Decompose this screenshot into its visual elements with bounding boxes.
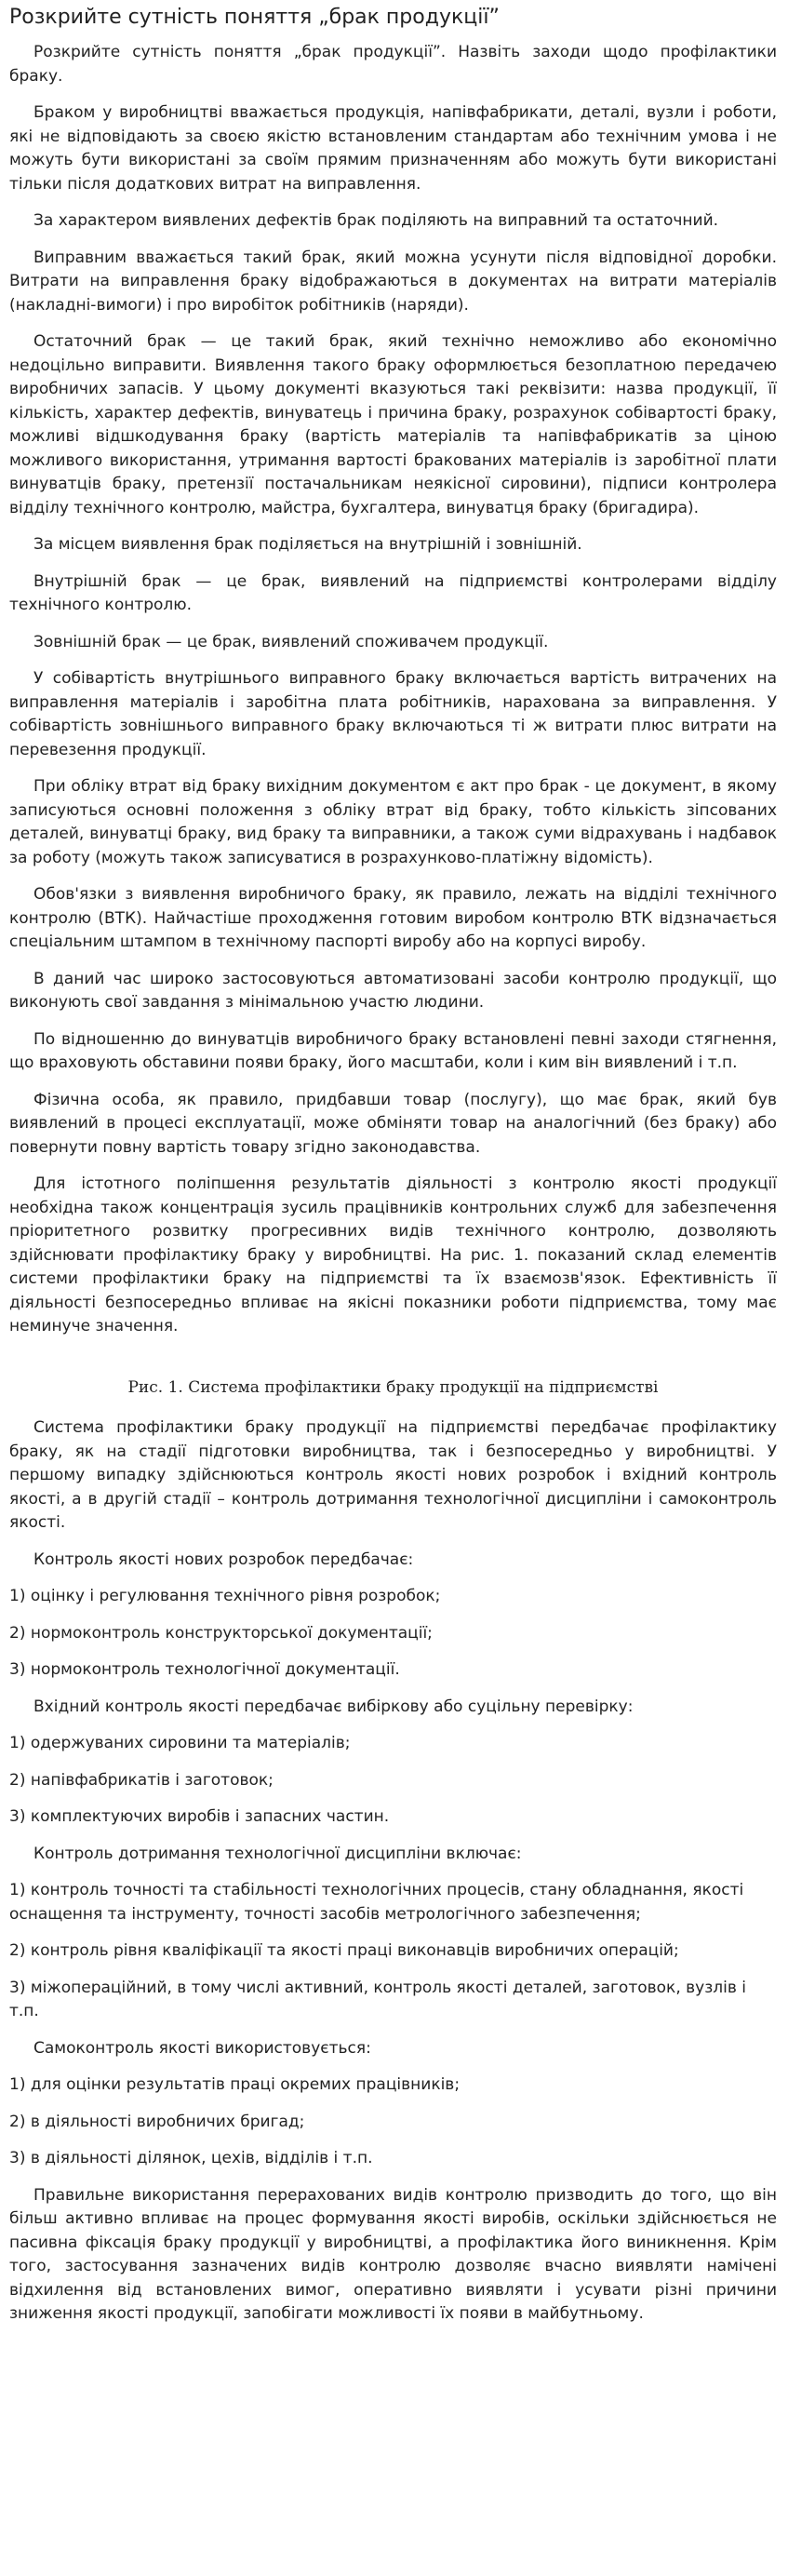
paragraph-system: Система профілактики браку продукції на підприємстві передбачає профілактику браку, як на стадії підготовки виробництва, так і безпосередньо у виробництві. У першому випадку здійснюються контроль якості нових розробок і вхідний контроль якості, а в другій стадії – контроль дотримання технологічної дисципліни і самоконтроль якості. [9,1418,777,1532]
paragraph-automation: В даний час широко застосовуються автоматизовані засоби контролю продукції, що виконують свої завдання з мінімальною участю людини. [9,969,777,1012]
list-item: 3) міжопераційний, в тому числі активний, контроль якості деталей, заготовок, вузлів і т.п. [9,1978,746,2020]
paragraph-location-types: За місцем виявлення брак поділяється на внутрішній і зовнішній. [33,535,582,554]
paragraph-external: Зовнішній брак — це брак, виявлений споживачем продукції. [33,632,549,651]
paragraph-improvement: Для істотного поліпшення результатів діяльності з контролю якості продукції необхідна також концентрація зусиль працівників контрольних служб для забезпечення пріоритетного розвитку прогресивних видів технічного контролю, дозволяють здійснювати профілактику браку у виробництві. На рис. 1. показаний склад елементів системи профілактики браку на підприємстві та їх взаємозв'язок. Ефективність її діяльності безпосередньо впливає на якісні показники роботи підприємства, тому має неминуче значення. [9,1174,777,1335]
list-item: 2) контроль рівня кваліфікації та якості праці виконавців виробничих операцій; [9,1941,679,1960]
paragraph-act: При обліку втрат від браку вихідним документом є акт про брак - це документ, в якому записуються основні положення з обліку втрат від браку, тобто кількість зіпсованих деталей, винуватці браку, вид браку та виправники, а також суми відрахувань і надбавок за роботу (можуть також записуватися в розрахунково-платіжну відомість). [9,777,777,867]
paragraph-correctable: Виправним вважається такий брак, який можна усунути після відповідної доробки. Витрати на виправлення браку відображаються в документах на витрати матеріалів (накладні-вимоги) і про виробіток робітників (наряди). [9,248,777,315]
list-item: 2) в діяльності виробничих бригад; [9,2112,305,2131]
list-item: 2) нормоконтроль конструкторської документації; [9,1623,433,1643]
paragraph-conclusion: Правильне використання перерахованих видів контролю призводить до того, що він більш активно впливає на процес формування якості виробів, оскільки здійснюється не пасивна фіксація браку продукції у виробництві, а профілактика його виникнення. Крім того, застосування зазначених видів контролю дозволяє вчасно виявляти намічені відхилення від встановлених вимог, оперативно виявляти і усувати різні причини зниження якості продукції, запобігати можливості їх появи в майбутньому. [9,2185,777,2323]
paragraph-cost: У собівартість внутрішнього виправного браку включається вартість витрачених на виправлення матеріалів і заробітна плата робітників, нарахована за виправлення. У собівартість зовнішнього виправного браку включаються ті ж витрати плюс витрати на перевезення продукції. [9,669,777,759]
paragraph-consumer: Фізична особа, як правило, придбавши товар (послугу), що має брак, який був виявлений в процесі експлуатації, може обміняти товар на аналогічний (без браку) або повернути повну вартість товару згідно законодавства. [9,1090,777,1157]
paragraph-discipline-head: Контроль дотримання технологічної дисципліни включає: [33,1844,522,1863]
paragraph-new-dev-head: Контроль якості нових розробок передбачає: [33,1550,414,1569]
figure-caption: Рис. 1. Система профілактики браку продукції на підприємстві [127,1377,659,1397]
list-item: 1) одержуваних сировини та матеріалів; [9,1734,351,1752]
list-item: 3) нормоконтроль технологічної документації. [9,1660,400,1679]
document-body [9,41,777,2327]
list-item: 2) напівфабрикатів і заготовок; [9,1770,274,1790]
paragraph-defect-types: За характером виявлених дефектів брак поділяють на виправний та остаточний. [33,211,719,230]
paragraph-penalties: По відношенню до винуватців виробничого браку встановлені певні заходи стягнення, що враховують обставини появи браку, його масштаби, коли і ким він виявлений і т.п. [9,1029,777,1072]
paragraph-qc-duties: Обов'язки з виявлення виробничого браку, як правило, лежать на відділі технічного контролю (ВТК). Найчастіше проходження готовим виробом контролю ВТК відзначається спеціальним штампом в технічному паспорті виробу або на корпусі виробу. [9,885,777,951]
paragraph-internal: Внутрішній брак — це брак, виявлений на підприємстві контролерами відділу технічного контролю. [9,571,777,614]
list-item: 1) оцінку і регулювання технічного рівня розробок; [9,1587,441,1605]
paragraph-definition: Браком у виробництві вважається продукція, напівфабрикати, деталі, вузли і роботи, які не відповідають за своєю якістю встановленим стандартам або технічним умова і не можуть бути використані за своїм прямим призначенням або можуть бути використані тільки після додаткових витрат на виправлення. [9,103,777,194]
list-item: 1) контроль точності та стабільності технологічних процесів, стану обладнання, якості оснащення та інструменту, точності засобів метрологічного забезпечення; [9,1881,744,1924]
paragraph-intro: Розкрийте сутність поняття „брак продукції”. Назвіть заходи щодо профілактики браку. [9,43,777,86]
paragraph-incoming-head: Вхідний контроль якості передбачає вибіркову або суцільну перевірку: [33,1697,634,1716]
paragraph-final: Остаточний брак — це такий брак, який технічно неможливо або економічно недоцільно виправити. Виявлення такого браку оформлюється безоплатною передачею виробничих запасів. У цьому документі вказуються такі реквізити: назва продукції, її кількість, характер дефектів, винуватець і причина браку, розрахунок собівартості браку, можливі відшкодування браку (вартість матеріалів та напівфабрикатів за ціною можливого використання, утримання вартості бракованих матеріалів із заробітної плати винуватців браку, претензії постачальникам неякісної сировини), підписи контролера відділу технічного контролю, майстра, бухгалтера, винуватця браку (бригадира). [9,332,777,517]
list-item: 3) в діяльності ділянок, цехів, відділів і т.п. [9,2149,373,2167]
paragraph-selfcontrol-head: Самоконтроль якості використовується: [33,2038,371,2058]
list-item: 3) комплектуючих виробів і запасних частин. [9,1807,390,1826]
page-title: Розкрийте сутність поняття „брак продукції” [9,6,500,29]
list-item: 1) для оцінки результатів праці окремих працівників; [9,2075,461,2094]
